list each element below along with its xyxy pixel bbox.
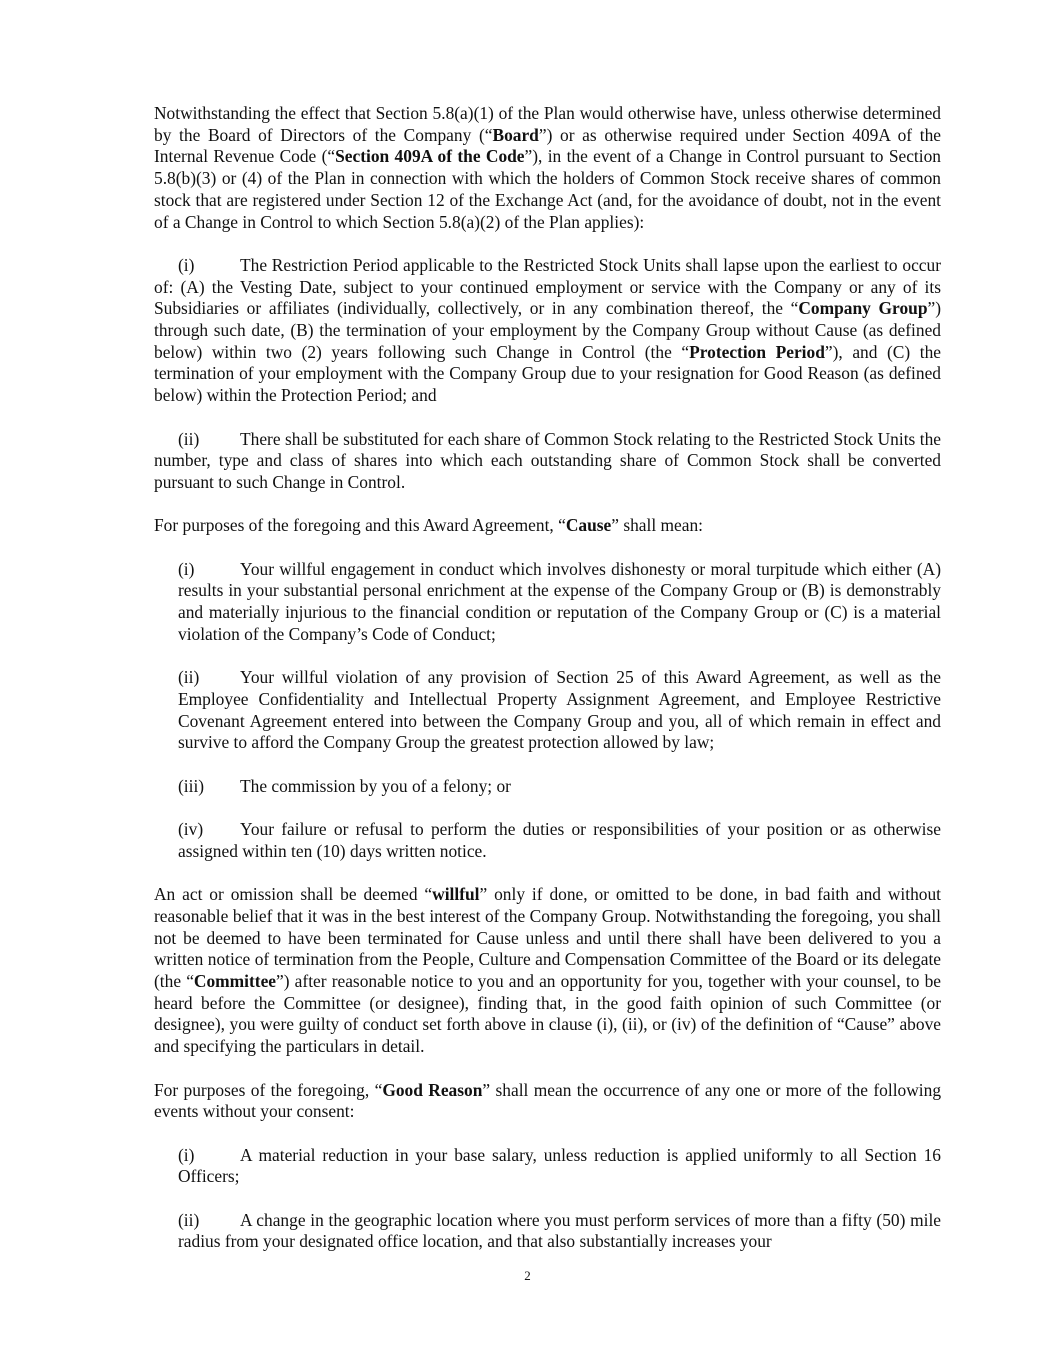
text-run: The Restriction Period applicable to the Restricted Stock Units shall lapse upon the earliest to occur of: (A) the Vesting Date, subject to your continued employment or service with the Company or any of its Subsidiaries or affiliates (individually, collectively, or in any combination thereof, the “ (154, 254, 941, 319)
document-body (154, 103, 941, 1253)
defined-term-protection-period: Protection Period (689, 341, 825, 362)
good-reason-clause-i (178, 1145, 941, 1188)
text-run: ” shall mean the occurrence of any one or more of the following events without your consent: (154, 1079, 942, 1122)
text-run: Notwithstanding the effect that Section 5.8(a)(1) of the Plan would otherwise have, unless otherwise determined by the Board of Directors of the Company (“ (154, 103, 941, 145)
clause-number: (i) (178, 1144, 195, 1165)
text-run: There shall be substituted for each share of Common Stock relating to the Restricted Stock Units the number, type and class of shares into which each outstanding share of Common Stock shall be converted pursuant to such Change in Control. (154, 428, 941, 492)
text-run: Your willful engagement in conduct which involves dishonesty or moral turpitude which either (A) results in your substantial personal enrichment at the expense of the Company Group or (B) is demonstrably and materially injurious to the financial condition or reputation of the Company Group or (C) is a material violation of the Company’s Code of Conduct; (178, 558, 941, 644)
text-run: ”) through such date, (B) the termination of your employment by the Company Group without Cause (as defined below) within two (2) years following such Change in Control (the “ (154, 298, 942, 362)
clause-number: (iv) (178, 819, 204, 840)
change-in-control-paragraph (154, 103, 941, 233)
clause-number: (ii) (178, 428, 200, 449)
clause-number: (ii) (178, 1209, 200, 1230)
text-run: A material reduction in your base salary, unless reduction is applied uniformly to all Section 16 Officers; (178, 1144, 941, 1187)
page-number: 2 (524, 1268, 531, 1283)
text-run: ”), in the event of a Change in Control pursuant to Section 5.8(b)(3) or (4) of the Plan in connection with which the holders of Common Stock receive shares of common stock that are registered under Section 12 of the Exchange Act (and, for the avoidance of doubt, not in the event of a Change in Control to which Section 5.8(a)(2) of the Plan applies): (154, 146, 941, 232)
text-run: The commission by you of a felony; or (240, 775, 511, 796)
clause-number: (iii) (178, 775, 205, 796)
text-run: ”) after reasonable notice to you and an opportunity for you, together with your counsel, to be heard before the Committee (or designee), finding that, in the good faith opinion of such Committee (or designee), you were guilty of conduct set forth above in clause (i), (ii), or (iv) of the definition of “Cause” above and specifying the particulars in detail. (154, 971, 941, 1057)
text-run: ” only if done, or omitted to be done, in bad faith and without reasonable belief that it was in the best interest of the Company Group. Notwithstanding the foregoing, you shall not be deemed to have been terminated for Cause unless and until there shall have been delivered to you a written notice of termination from the People, Culture and Compensation Committee of the Board or its delegate (the “ (154, 884, 941, 991)
defined-term-good-reason: Good Reason (382, 1079, 483, 1100)
text-run: ” shall mean: (611, 515, 704, 536)
cause-clause-iv (178, 819, 941, 862)
cause-clause-iii (178, 776, 941, 798)
defined-term-willful: willful (432, 884, 480, 905)
good-reason-clause-ii (178, 1210, 941, 1253)
text-run: For purposes of the foregoing and this Award Agreement, “ (154, 515, 566, 536)
text-run: A change in the geographic location where you must perform services of more than a fifty (50) mile radius from your designated office location, and that also substantially increases your (178, 1209, 941, 1252)
willful-definition-paragraph (154, 884, 941, 1058)
restriction-clause-i (154, 255, 941, 407)
text-run: ”), and (C) the termination of your employment with the Company Group due to your resignation for Good Reason (as defined below) within the Protection Period; and (154, 341, 941, 406)
defined-term-board: Board (492, 124, 539, 145)
defined-term-section-409a: Section 409A of the Code (335, 146, 525, 167)
text-run: ”) or as otherwise required under Section 409A of the Internal Revenue Code (“ (154, 124, 941, 167)
defined-term-cause: Cause (565, 515, 612, 536)
defined-term-committee: Committee (193, 971, 277, 991)
text-run: For purposes of the foregoing, “ (154, 1079, 383, 1100)
cause-clause-i (178, 559, 941, 646)
text-run: An act or omission shall be deemed “ (154, 884, 433, 905)
clause-number: (ii) (178, 667, 200, 688)
restriction-clause-ii (154, 429, 941, 494)
clause-number: (i) (178, 254, 195, 275)
text-run: Your willful violation of any provision of Section 25 of this Award Agreement, as well as the Employee Confidentiality and Intellectual Property Assignment Agreement, and Employee Restrictive Covenant Agreement entered into between the Company Group and you, all of which remain in effect and survive to afford the Company Group the greatest protection allowed by law; (178, 667, 941, 753)
cause-clause-ii (178, 667, 941, 754)
good-reason-definition-intro (154, 1080, 941, 1123)
clause-number: (i) (178, 558, 195, 579)
text-run: Your failure or refusal to perform the duties or responsibilities of your position or as otherwise assigned within ten (10) days written notice. (178, 819, 941, 861)
defined-term-company-group: Company Group (798, 298, 928, 319)
cause-definition-intro (154, 515, 941, 537)
